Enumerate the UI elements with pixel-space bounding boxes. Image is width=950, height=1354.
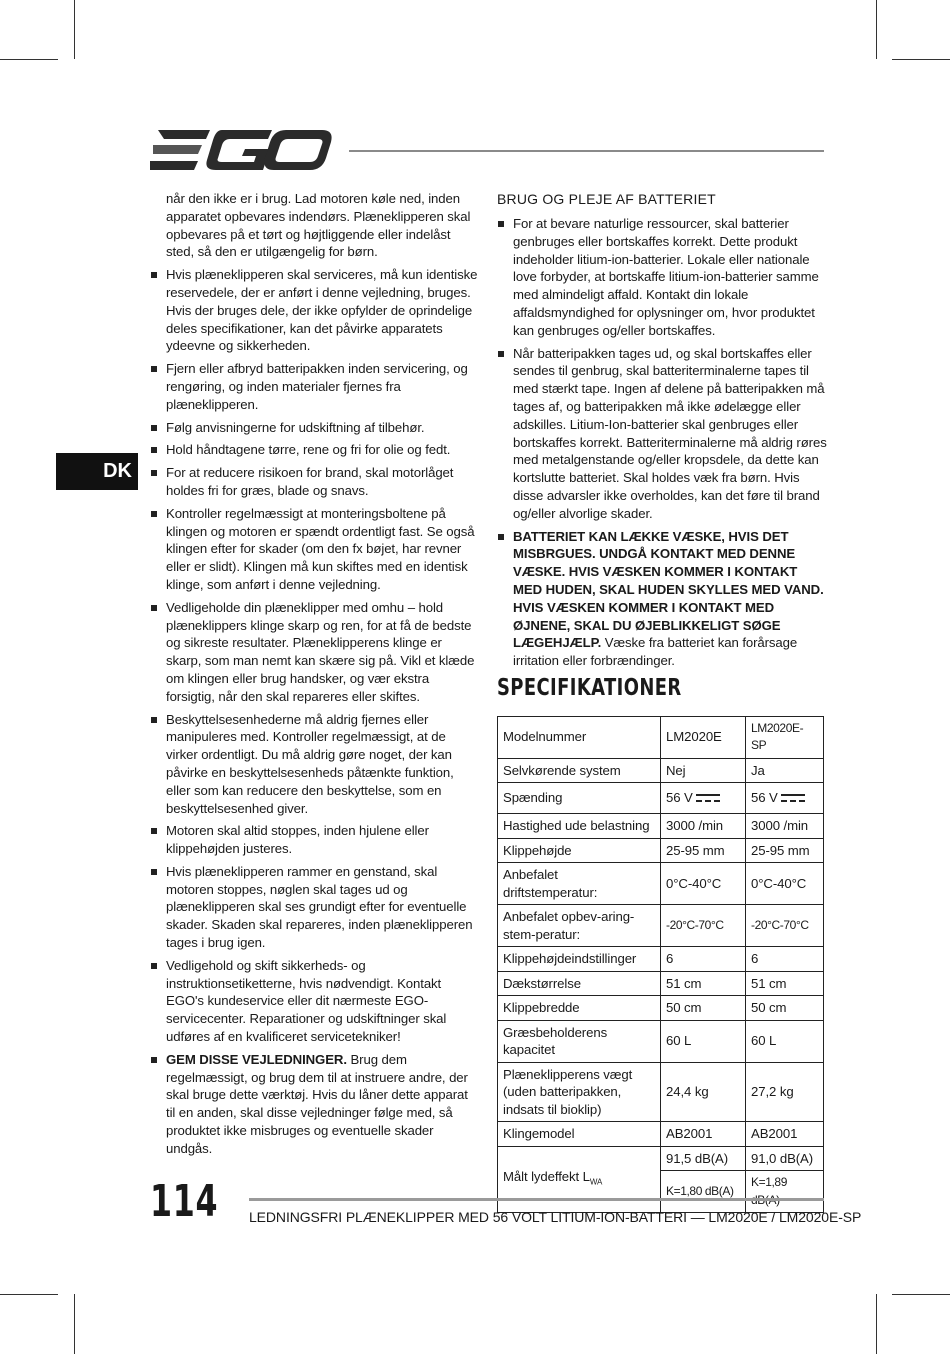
table-row [498, 863, 824, 905]
table-cell: 0°C-40°C [661, 863, 746, 905]
ego-logo [150, 128, 332, 172]
table-cell: -20°C-70°C [746, 905, 824, 947]
crop-mark [0, 59, 58, 60]
crop-mark [74, 1294, 75, 1354]
language-tab: DK [56, 453, 138, 490]
table-cell: Græsbeholderens kapacitet [498, 1020, 661, 1062]
table-cell: 60 L [746, 1020, 824, 1062]
table-cell: Klippehøjde [498, 838, 661, 863]
table-row [498, 971, 824, 996]
table-cell: LM2020E [661, 716, 746, 758]
table-cell: Anbefalet opbev-aring-stem-peratur: [498, 905, 661, 947]
list-item: Når batteripakken tages ud, og skal bortskaffes eller sendes til genbrug, skal batteriterminalerne tapes til med stærkt tape. Ingen af delene på batteripakken må tages af, og batteripakken må ikke ødelægge eller adskilles. Litium-Ion-batterier skal genbruges eller bortskaffes korrekt. Batteriterminalerne må aldrig røres med metalgenstande og/eller kropsdele, da dette kan kortslutte batteriet. Skal holdes væk fra børn. Hvis disse advarsler ikke overholdes, kan det føre til brand og/eller alvorlige skader. [497, 345, 827, 523]
battery-warning-bold: BATTERIET KAN LÆKKE VÆSKE, HVIS DET MISBRGUES. UNDGÅ KONTAKT MED DENNE VÆSKE. HVIS VÆSKEN KOMMER I KONTAKT MED HUDEN, SKAL HUDEN SKYLLES MED VAND. HVIS VÆSKEN KOMMER I KONTAKT MED ØJNENE, SKAL DU ØJEBLIKKELIGT SØGE LÆGEHJÆLP. [513, 528, 824, 651]
crop-mark [0, 1294, 58, 1295]
page-number: 114 [150, 1176, 219, 1227]
table-cell: 51 cm [661, 971, 746, 996]
table-cell: 91,5 dB(A) [661, 1146, 746, 1171]
table-cell: Nej [661, 758, 746, 783]
dc-current-icon [696, 794, 720, 803]
table-cell: 0°C-40°C [746, 863, 824, 905]
crop-mark [876, 1294, 877, 1354]
list-item: Vedligehold og skift sikkerheds- og instruktionsetiketterne, hvis nødvendigt. Kontakt EGO's kundeservice eller dit nærmeste EGO-servicecenter. Reparationer og udskiftninger skal udføres af en kvalificeret servicetekniker! [150, 957, 480, 1046]
table-cell [661, 783, 746, 814]
list-item: Følg anvisningerne for udskiftning af tilbehør. [150, 419, 480, 437]
list-item [150, 1051, 480, 1158]
table-cell: Dækstørrelse [498, 971, 661, 996]
battery-list [497, 215, 827, 670]
list-item: Hold håndtagene tørre, rene og fri for olie og fedt. [150, 441, 480, 459]
table-cell [498, 1146, 661, 1213]
sound-label: Målt lydeffekt L [503, 1168, 590, 1184]
crop-mark [892, 59, 950, 60]
list-item: Motoren skal altid stoppes, inden hjulene eller klippehøjden justeres. [150, 822, 480, 858]
table-cell: Anbefalet driftstemperatur: [498, 863, 661, 905]
list-item: For at reducere risikoen for brand, skal motorlåget holdes fri for græs, blade og snavs. [150, 464, 480, 500]
table-cell: LM2020E-SP [746, 716, 824, 758]
header-rule [349, 150, 824, 152]
table-row [498, 1062, 824, 1122]
save-instructions-bold: GEM DISSE VEJLEDNINGER. [166, 1051, 347, 1067]
table-cell: 6 [661, 947, 746, 972]
battery-care-heading: BRUG OG PLEJE AF BATTERIET [497, 191, 716, 207]
table-cell [746, 783, 824, 814]
table-cell: 3000 /min [661, 814, 746, 839]
table-cell: AB2001 [661, 1122, 746, 1147]
intro-paragraph: når den ikke er i brug. Lad motoren køle ned, inden apparatet opbevares indendørs. Plæneklipperen skal opbevares på et tørt og højtliggende eller indelåst sted, så den er utilgængelig for børn. [166, 191, 471, 260]
safety-list [150, 266, 480, 1157]
table-cell: Plæneklipperens vægt (uden batteripakken, indsats til bioklip) [498, 1062, 661, 1122]
battery-warning-text: Væske fra batteriet kan forårsage irritation eller forbrændinger. [513, 635, 798, 669]
crop-mark [892, 1294, 950, 1295]
crop-mark [876, 0, 877, 59]
table-row [498, 758, 824, 783]
voltage-value: 56 V [751, 790, 778, 806]
table-cell: Hastighed ude belastning [498, 814, 661, 839]
table-cell: Modelnummer [498, 716, 661, 758]
table-cell: 50 cm [661, 996, 746, 1021]
table-row [498, 947, 824, 972]
table-row [498, 838, 824, 863]
table-cell: 50 cm [746, 996, 824, 1021]
table-cell: 27,2 kg [746, 1062, 824, 1122]
table-cell: K=1,89 [746, 1171, 824, 1213]
table-cell: 3000 /min [746, 814, 824, 839]
list-item: Vedligeholde din plæneklipper med omhu – hold plæneklippers klinge skarp og ren, for at få de bedste og sikreste resultater. Plæneklipperens klinge er skarp, som man nemt kan skære sig på. Vikl et klæde om klingen eller brug handsker, og vær ekstra forsigtig, når den skal repareres eller skiftes. [150, 599, 480, 706]
table-cell: Klippebredde [498, 996, 661, 1021]
dc-current-icon [781, 794, 805, 803]
list-item: Fjern eller afbryd batteripakken inden servicering, og rengøring, og inden materialer fjernes fra plæneklipperen. [150, 360, 480, 413]
list-item [497, 528, 827, 670]
table-cell: Spænding [498, 783, 661, 814]
left-column [150, 190, 480, 1163]
table-cell: K=1,80 dB(A) [661, 1171, 746, 1213]
table-cell: 24,4 kg [661, 1062, 746, 1122]
table-row [498, 783, 824, 814]
table-cell: 91,0 dB(A) [746, 1146, 824, 1171]
table-cell: Klippehøjdeindstillinger [498, 947, 661, 972]
specifications-heading: SPECIFIKATIONER [497, 674, 682, 701]
table-cell: Selvkørende system [498, 758, 661, 783]
table-row [498, 1122, 824, 1147]
sound-label-subscript: WA [589, 1177, 603, 1187]
table-row [498, 905, 824, 947]
table-cell: 51 cm [746, 971, 824, 996]
table-row [498, 1020, 824, 1062]
voltage-value: 56 V [666, 790, 693, 806]
table-row [498, 1146, 824, 1171]
table-cell: 6 [746, 947, 824, 972]
table-cell: Ja [746, 758, 824, 783]
list-item: Kontroller regelmæssigt at monteringsboltene på klingen og motoren er spændt ordentligt fast. Se også klingen efter for skader (om den fx bøjet, har revner eller er slidt). Klingen må kun skiftes med en identisk klinge, som anført i denne vejledning. [150, 505, 480, 594]
table-cell: -20°C-70°C [661, 905, 746, 947]
table-cell: 25-95 mm [661, 838, 746, 863]
table-cell: AB2001 [746, 1122, 824, 1147]
spec-table [497, 716, 824, 1214]
list-item: For at bevare naturlige ressourcer, skal batterier genbruges eller bortskaffes korrekt. Dette produkt indeholder litium-ion-batterier. Lokale eller nationale love forbyder, at bortskaffe litium-ion-batterier samme med almindeligt affald. Kontakt din lokale affaldsmyndighed for oplysninger om, hvor produktet kan genbruges og/eller bortskaffes. [497, 215, 827, 340]
crop-mark [74, 0, 75, 59]
list-item: Hvis plæneklipperen skal serviceres, må kun identiske reservedele, der er anført i denne vejledning, bruges. Hvis der bruges dele, der ikke opfylder de oprindelige deles specifikationer, kan det påvirke apparatets ydeevne og sikkerheden. [150, 266, 480, 355]
right-column [497, 190, 827, 1213]
footer-rule [249, 1198, 824, 1201]
table-row [498, 814, 824, 839]
table-cell: Klingemodel [498, 1122, 661, 1147]
footer-title: LEDNINGSFRI PLÆNEKLIPPER MED 56 VOLT LITIUM-ION-BATTERI — LM2020E / LM2020E-SP [249, 1209, 862, 1225]
list-item: Beskyttelsesenhederne må aldrig fjernes eller manipuleres med. Kontroller regelmæssigt, at de virker ordentligt. Du må aldrig gøre noget, der kan påvirke en beskyttelsesenheds påtænkte funktion, eller som kan reducere den beskyttelse, som en beskyttelsesenhed giver. [150, 711, 480, 818]
list-item: Hvis plæneklipperen rammer en genstand, skal motoren stoppes, nøglen skal tages ud og plæneklipperen skal ses grundigt efter for eventuelle skader. Skaden skal repareres, inden plæneklipperen tages i brug igen. [150, 863, 480, 952]
table-cell: 60 L [661, 1020, 746, 1062]
table-row [498, 996, 824, 1021]
table-row [498, 716, 824, 758]
save-instructions-text: Brug dem regelmæssigt, og brug dem til at instruere andre, der skal bruge dette værktøj. Hvis du låner dette apparat til en anden, skal disse vejledninger følge med, så produktet ikke misbruges og eventuelle skader undgås. [166, 1051, 468, 1156]
table-cell: 25-95 mm [746, 838, 824, 863]
